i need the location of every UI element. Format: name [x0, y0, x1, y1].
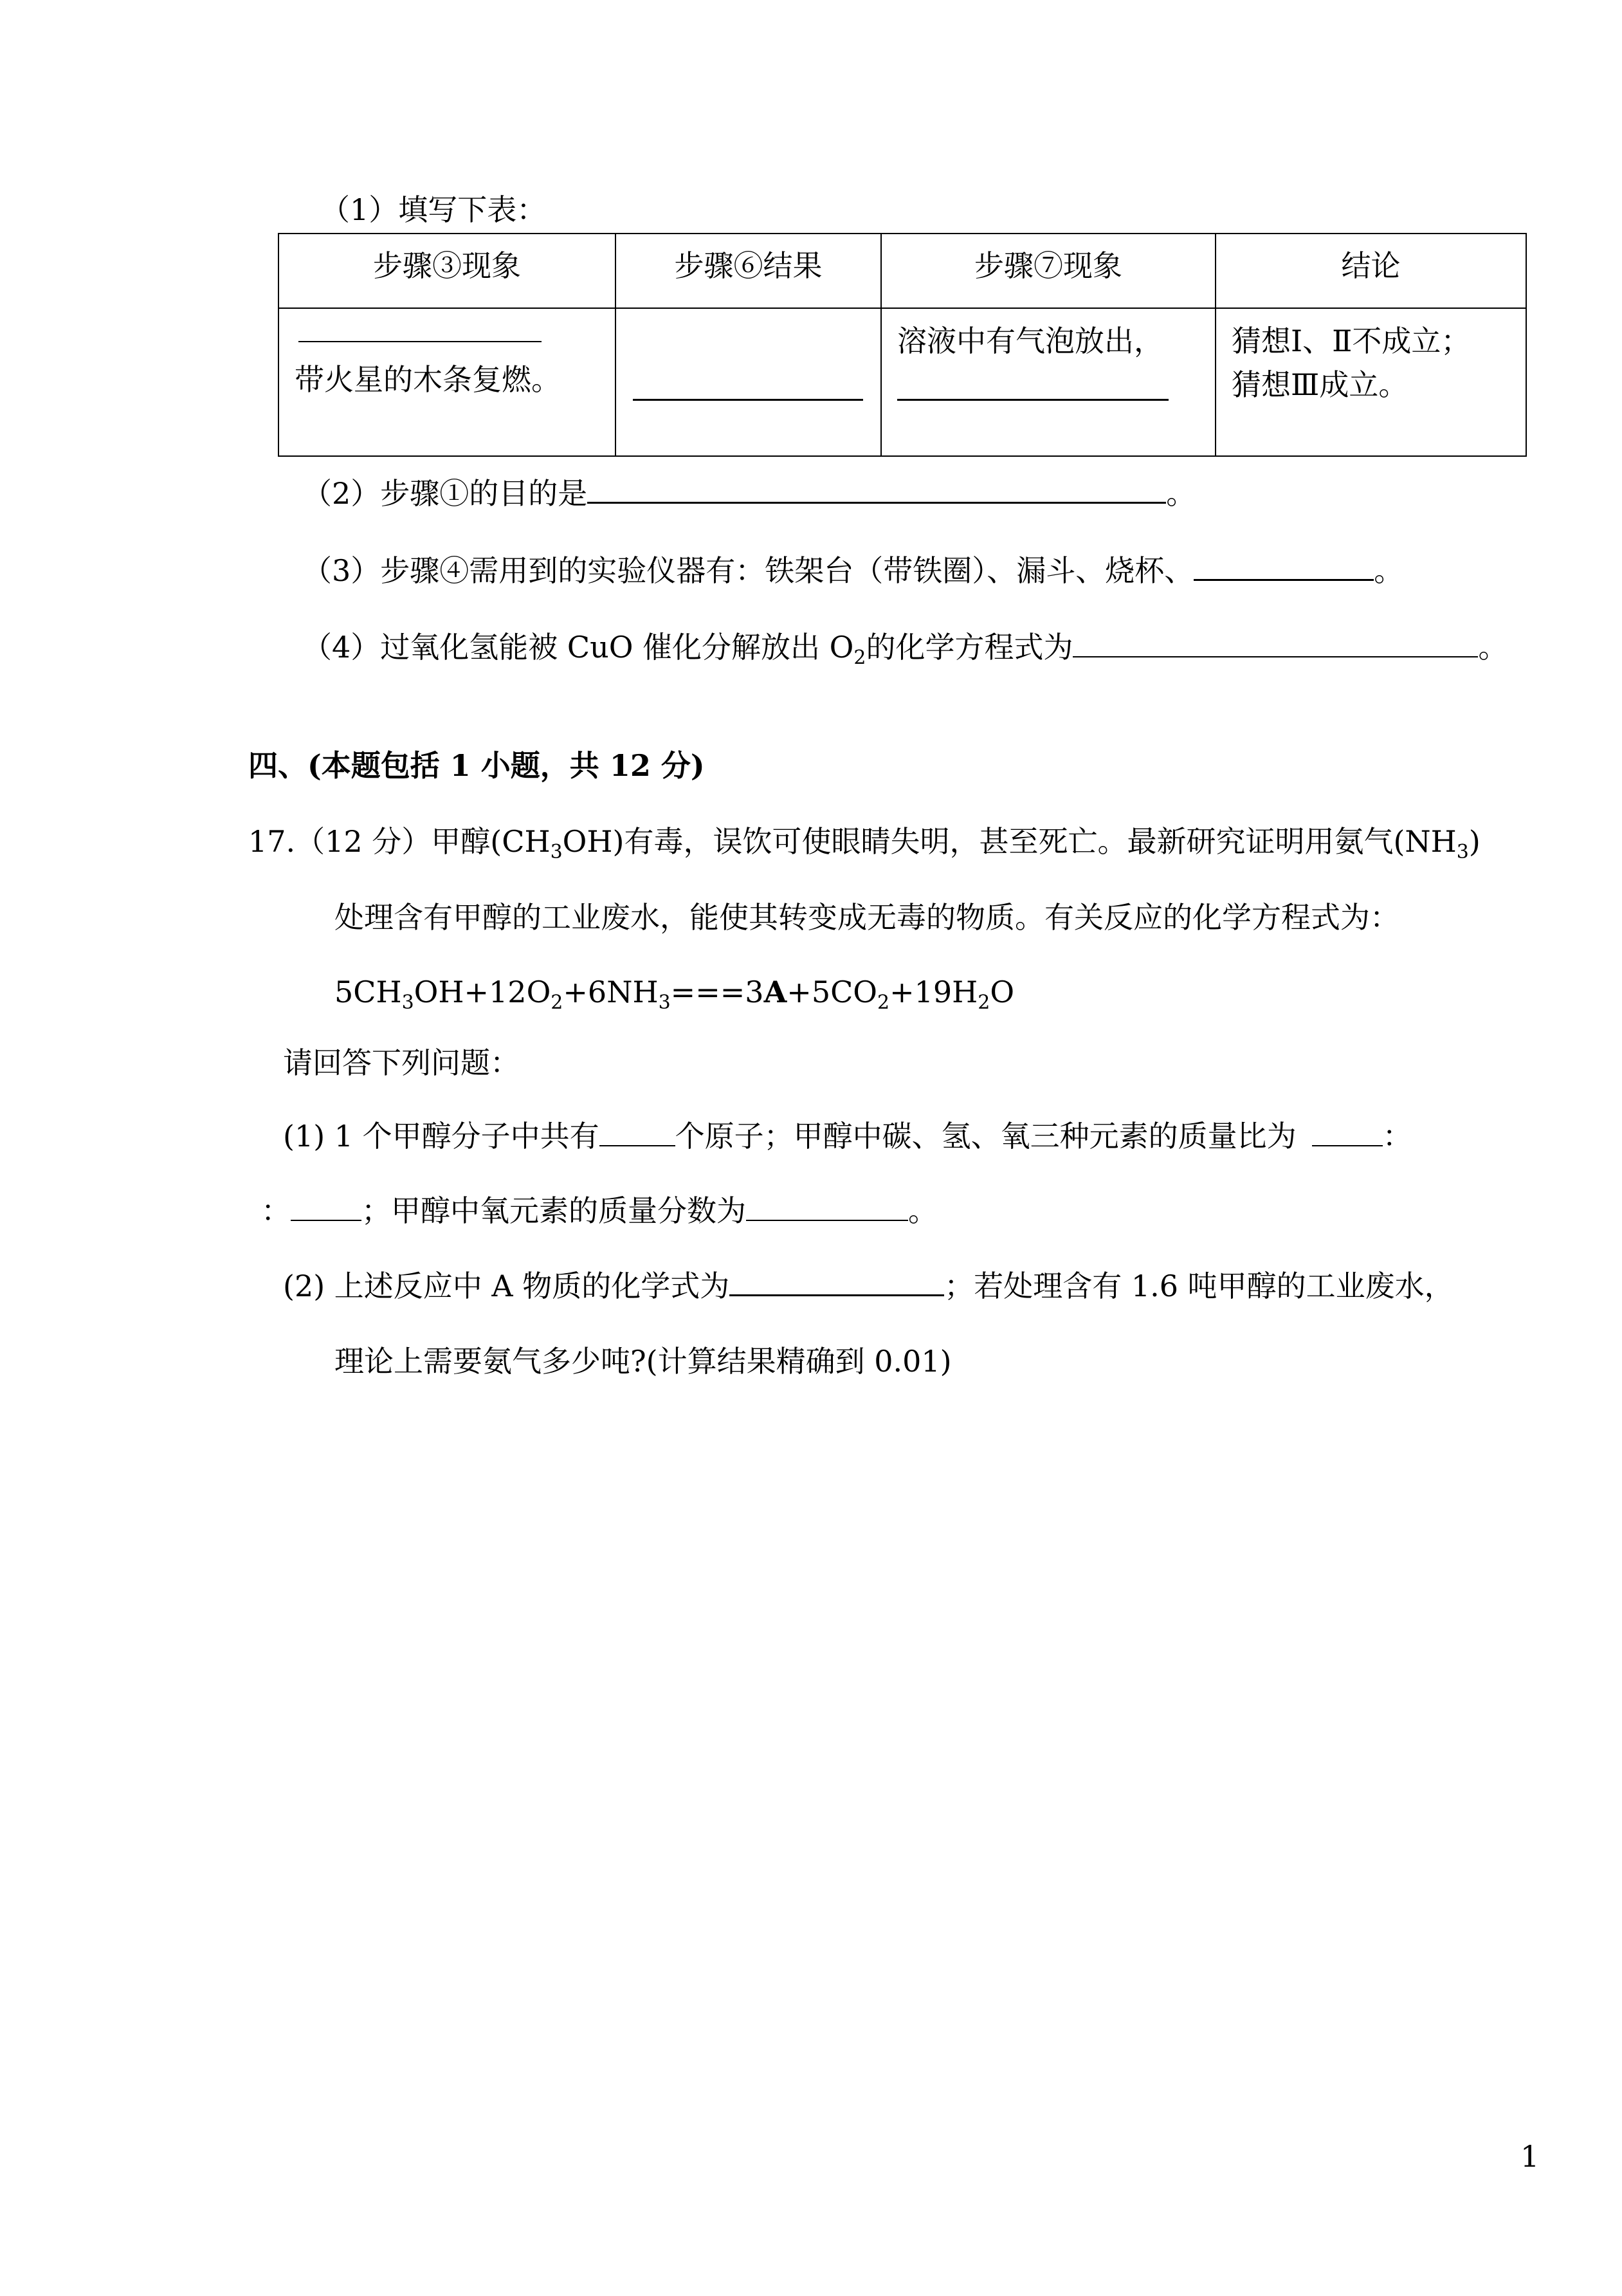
table-answer-row — [278, 308, 1526, 456]
q2-text: （2）步骤①的目的是 — [302, 476, 588, 511]
q3-blank[interactable] — [1194, 551, 1374, 581]
eq-part: OH+12O — [414, 975, 551, 1009]
table-header-row — [278, 234, 1526, 308]
q1-label: （1）填写下表： — [320, 192, 547, 227]
p1-ratio-blank-2[interactable] — [291, 1191, 361, 1221]
eq-part: +6NH — [563, 975, 659, 1009]
p1-atoms-blank[interactable] — [599, 1117, 675, 1146]
p1-text-c: ；甲醇中氧元素的质量分数为 — [361, 1193, 746, 1228]
q4-post: 的化学方程式为 — [866, 630, 1073, 665]
q4-pre: （4）过氧化氢能被 CuO 催化分解放出 O — [302, 630, 854, 665]
q3-text: （3）步骤④需用到的实验仪器有：铁架台（带铁圈）、漏斗、烧杯、 — [302, 553, 1194, 588]
q17-sub2: 3 — [1456, 841, 1469, 863]
p1-colon: ： — [1382, 1119, 1412, 1153]
p2-text-b: ；若处理含有 1.6 吨甲醇的工业废水， — [944, 1269, 1454, 1303]
section4-title: 四、(本题包括 1 小题，共 12 分) — [248, 748, 705, 783]
q2-blank[interactable] — [587, 473, 1166, 504]
q3-end: 。 — [1374, 553, 1404, 588]
p1-fraction-blank[interactable] — [746, 1191, 908, 1221]
p1-end: 。 — [908, 1193, 938, 1228]
p1-text-a: (1) 1 个甲醇分子中共有 — [283, 1119, 599, 1153]
conclusion-line1: 猜想Ⅰ、Ⅱ不成立； — [1232, 324, 1471, 358]
header-step7: 步骤⑦现象 — [881, 234, 1216, 308]
q4-blank[interactable] — [1073, 628, 1478, 657]
cell-step3 — [278, 308, 615, 456]
eq-sub: 3 — [401, 991, 414, 1014]
q17-text-b: OH)有毒，误饮可使眼睛失明，甚至死亡。最新研究证明用氨气(NH — [562, 824, 1457, 859]
eq-part: O — [990, 975, 1015, 1009]
eq-part: +19H — [889, 975, 978, 1009]
q17-text-a: 17.（12 分）甲醇(CH — [248, 824, 551, 859]
q4-line — [302, 628, 1508, 669]
q2-end: 。 — [1166, 476, 1196, 511]
q3-line — [302, 551, 1403, 590]
p1-colon-2: ： — [261, 1193, 291, 1228]
p1-line2 — [261, 1191, 938, 1230]
blank-step6[interactable] — [633, 399, 863, 401]
eq-part: ===3 — [670, 975, 764, 1009]
q4-end: 。 — [1478, 630, 1508, 665]
cell-step7-text: 溶液中有气泡放出， — [897, 324, 1163, 358]
cell-step7 — [881, 308, 1216, 456]
cell-step6 — [615, 308, 881, 456]
header-step3: 步骤③现象 — [278, 234, 615, 308]
p2-text-a: (2) 上述反应中 A 物质的化学式为 — [283, 1269, 730, 1303]
q4-sub: 2 — [853, 647, 866, 669]
eq-sub: 2 — [877, 991, 890, 1014]
conclusion-line2: 猜想Ⅲ成立。 — [1232, 367, 1408, 402]
page-number: 1 — [1520, 2139, 1540, 2174]
p1-ratio-blank-1[interactable] — [1312, 1117, 1383, 1146]
p1-line1 — [283, 1117, 1412, 1155]
header-step6: 步骤⑥结果 — [615, 234, 881, 308]
blank-step3[interactable] — [298, 341, 542, 342]
q17-line1 — [248, 822, 1481, 861]
eq-part: +5CO — [787, 975, 877, 1009]
p2-line1 — [283, 1266, 1454, 1305]
p2-line2: 理论上需要氨气多少吨?(计算结果精确到 0.01) — [334, 1344, 952, 1379]
eq-part: 5CH — [334, 975, 402, 1009]
eq-sub: 2 — [978, 991, 990, 1014]
header-conclusion: 结论 — [1216, 234, 1526, 308]
q17-text-c: ) — [1468, 824, 1481, 859]
equation — [334, 973, 1015, 1014]
blank-step7[interactable] — [897, 399, 1169, 401]
cell-conclusion — [1216, 308, 1526, 456]
q17-line2: 处理含有甲醇的工业废水，能使其转变成无毒的物质。有关反应的化学方程式为： — [334, 900, 1399, 935]
eq-sub: 2 — [551, 991, 563, 1014]
p2-formula-blank[interactable] — [729, 1266, 944, 1296]
q2-line — [302, 473, 1196, 513]
cell-step3-text: 带火星的木条复燃。 — [295, 362, 561, 397]
ask-text: 请回答下列问题： — [283, 1045, 520, 1080]
experiment-table — [278, 233, 1527, 457]
p1-text-b: 个原子；甲醇中碳、氢、氧三种元素的质量比为 — [675, 1119, 1297, 1153]
eq-sub: 3 — [658, 991, 671, 1014]
eq-product-a: A — [763, 975, 787, 1009]
q17-sub1: 3 — [550, 841, 563, 863]
